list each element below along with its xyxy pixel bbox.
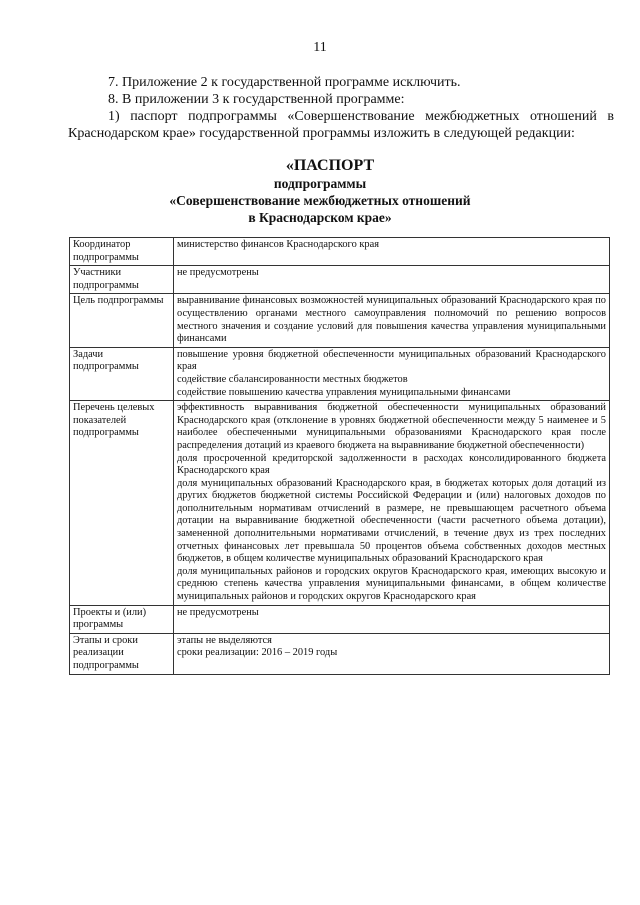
table-row [70,401,610,606]
row-value [174,347,610,400]
row-label: Участники подпрограммы [70,266,174,294]
value-line: доля муниципальных образований Краснодарского края, в бюджетах которых доля дотаций из других бюджетов бюджетной системы Российской Федерации и (или) налоговых доходов по дополнительным нормативам отчислений в размере, не превышающем расчетного объема дотации на выравнивание бюджетной обеспеченности (части расчетного объема дотации), замененной дополнительными нормативами отчислений, в течение двух из трех последних отчетных финансовых лет превышала 50 процентов объема собственных доходов местных бюджетов, в общем количестве муниципальных образований Краснодарского края [177,477,606,565]
row-value [174,605,610,633]
row-label: Задачи подпрограммы [70,347,174,400]
value-line: не предусмотрены [177,267,259,279]
value-line: выравнивание финансовых возможностей муниципальных образований Краснодарского края по осуществлению органами местного самоуправления полномочий по решению вопросов местного значения и создание условий для повышения качества управления муниципальными финансами [177,295,606,345]
value-line: повышение уровня бюджетной обеспеченности муниципальных образований Краснодарского края [177,348,606,373]
heading-program-region: в Краснодарском крае» [248,210,392,225]
row-label: Координатор подпрограммы [70,238,174,266]
table-row [70,347,610,400]
paragraph-subitem-1: 1) паспорт подпрограммы «Совершенствование межбюджетных отношений в Краснодарском крае» государственной программы изложить в следующей редакции: [68,109,614,141]
row-value [174,266,610,294]
passport-table [69,237,610,675]
row-value [174,238,610,266]
heading-title: «ПАСПОРТ [285,157,375,174]
table-row [70,294,610,347]
paragraph-item-7: 7. Приложение 2 к государственной программе исключить. [108,75,461,90]
table-row [70,605,610,633]
value-line: доля просроченной кредиторской задолженности в расходах консолидированного бюджета Краснодарского края [177,452,606,477]
heading-subtitle: подпрограммы [273,176,367,191]
value-line: этапы не выделяются [177,634,272,646]
row-label: Цель подпрограммы [70,294,174,347]
row-value [174,633,610,674]
paragraph-item-8: 8. В приложении 3 к государственной программе: [108,92,405,107]
value-line: эффективность выравнивания бюджетной обеспеченности муниципальных образований Краснодарского края (отклонение в уровнях бюджетной обеспеченности между 5 наименее и 5 наиболее обеспеченными муниципальными образованиями Краснодарского края после распределения дотаций из краевого бюджета на выравнивание бюджетной обеспеченности) [177,402,606,451]
row-value [174,401,610,606]
heading-program-name: «Совершенствование межбюджетных отношений [169,193,471,208]
row-value [174,294,610,347]
page-number: 11 [313,40,327,55]
table-row [70,633,610,674]
table-row [70,266,610,294]
value-line: не предусмотрены [177,606,259,618]
row-label: Проекты и (или) программы [70,605,174,633]
row-label: Этапы и сроки реализации подпрограммы [70,633,174,674]
table-row [70,238,610,266]
value-line: доля муниципальных районов и городских округов Краснодарского края, имеющих высокую и среднюю степень качества управления муниципальными финансами, в общем количестве муниципальных районов и городских округов Краснодарского края [177,565,606,603]
value-line: министерство финансов Краснодарского края [177,239,379,250]
body-text [68,74,614,142]
passport-heading [0,156,640,226]
row-label: Перечень целевых показателей подпрограммы [70,401,174,606]
value-line: сроки реализации: 2016 – 2019 годы [177,647,338,659]
value-line: содействие повышению качества управления муниципальными финансами [177,386,511,398]
value-line: содействие сбалансированности местных бюджетов [177,373,408,385]
